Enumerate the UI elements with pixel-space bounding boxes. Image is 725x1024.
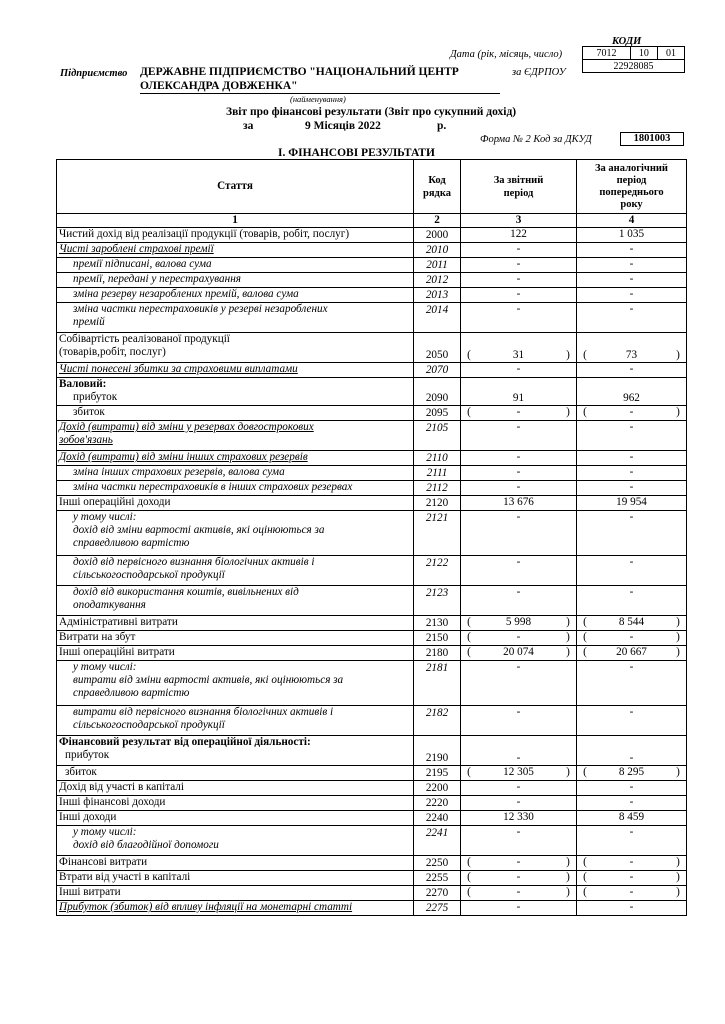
row-label: Фінансовий результат від операційної діяльності: прибуток [57, 736, 414, 766]
table-row [57, 303, 687, 333]
table-row [57, 856, 687, 871]
row-previous-value: ( - ) [577, 871, 687, 886]
row-code: 2275 [414, 901, 461, 916]
row-previous-value: - [577, 901, 687, 916]
report-period: 9 Місяців 2022 [305, 120, 381, 132]
row-label: зміна частки перестраховиків в інших страхових резервах [57, 481, 414, 496]
row-current-value: ( 12 305 ) [461, 766, 577, 781]
row-code: 2182 [414, 706, 461, 736]
codes-day: 01 [657, 47, 684, 60]
row-previous-value: - [577, 258, 687, 273]
header-article: Стаття [57, 160, 414, 214]
row-code: 2011 [414, 258, 461, 273]
row-current-value: - [461, 586, 577, 616]
row-label: Прибуток (збиток) від впливу інфляції на монетарні статті [57, 901, 414, 916]
table-row [57, 406, 687, 421]
row-previous-value: - [577, 556, 687, 586]
row-current-value: - [461, 466, 577, 481]
row-code: 2111 [414, 466, 461, 481]
row-code: 2112 [414, 481, 461, 496]
row-current-value: - [461, 901, 577, 916]
codes-year: 7012 [583, 47, 631, 60]
row-previous-value: - [577, 451, 687, 466]
table-row [57, 826, 687, 856]
row-code: 2014 [414, 303, 461, 333]
row-label: Чистий дохід від реалізації продукції (товарів, робіт, послуг) [57, 228, 414, 243]
row-code: 2012 [414, 273, 461, 288]
table-row [57, 466, 687, 481]
table-row [57, 243, 687, 258]
table-row [57, 706, 687, 736]
row-current-value: - [461, 796, 577, 811]
row-previous-value: - [577, 481, 687, 496]
row-current-value: - [461, 826, 577, 856]
row-current-value: - [461, 511, 577, 556]
row-code: 2095 [414, 406, 461, 421]
row-code: 2220 [414, 796, 461, 811]
row-previous-value: ( 20 667 ) [577, 646, 687, 661]
table-row [57, 871, 687, 886]
row-previous-value: - [577, 796, 687, 811]
row-previous-value: - [577, 363, 687, 378]
row-label: у тому числі: дохід від благодійної допомоги [57, 826, 414, 856]
codes-title: КОДИ [612, 36, 642, 47]
row-current-value: 12 330 [461, 811, 577, 826]
row-current-value: - [461, 363, 577, 378]
table-row [57, 273, 687, 288]
table-row [57, 258, 687, 273]
row-previous-value: ( 8 544 ) [577, 616, 687, 631]
row-code: 2180 [414, 646, 461, 661]
row-previous-value: - [577, 303, 687, 333]
table-row [57, 661, 687, 706]
row-label: Дохід (витрати) від зміни інших страхових резервів [57, 451, 414, 466]
row-label: дохід від первісного визнання біологічних активів і сільськогосподарської продукції [57, 556, 414, 586]
date-label: Дата (рік, місяць, число) [450, 49, 563, 60]
row-code: 2123 [414, 586, 461, 616]
header-previous: За аналогічний період попереднього року [577, 160, 687, 214]
row-label: збиток [57, 766, 414, 781]
row-code: 2010 [414, 243, 461, 258]
table-row [57, 781, 687, 796]
row-code: 2070 [414, 363, 461, 378]
header-code: Код рядка [414, 160, 461, 214]
row-code: 2000 [414, 228, 461, 243]
row-previous-value: ( - ) [577, 631, 687, 646]
edrpou-label: за ЄДРПОУ [512, 67, 566, 78]
row-current-value: - [461, 661, 577, 706]
row-current-value: - [461, 706, 577, 736]
table-header-row [57, 160, 687, 214]
table-row [57, 421, 687, 451]
row-previous-value: - [577, 243, 687, 258]
row-label: Дохід (витрати) від зміни у резервах довгострокових зобов'язань [57, 421, 414, 451]
row-label: Фінансові витрати [57, 856, 414, 871]
row-label: Валовий: прибуток [57, 378, 414, 406]
row-current-value: - [461, 421, 577, 451]
header-current: За звітний період [461, 160, 577, 214]
row-current-value: ( 20 074 ) [461, 646, 577, 661]
row-current-value: ( - ) [461, 856, 577, 871]
row-code: 2120 [414, 496, 461, 511]
table-row [57, 616, 687, 631]
form-label: Форма № 2 Код за ДКУД [480, 134, 592, 145]
codes-box [582, 36, 685, 73]
row-code: 2270 [414, 886, 461, 901]
row-current-value: - [461, 288, 577, 303]
row-current-value: ( - ) [461, 406, 577, 421]
table-row [57, 363, 687, 378]
row-label: Собівартість реалізованої продукції (товарів,робіт, послуг) [57, 333, 414, 363]
row-previous-value: - [577, 288, 687, 303]
row-current-value: - [461, 781, 577, 796]
row-current-value: ( - ) [461, 886, 577, 901]
row-previous-value: 962 [577, 378, 687, 406]
table-row [57, 886, 687, 901]
row-current-value: - [461, 556, 577, 586]
row-label: збиток [57, 406, 414, 421]
report-r: р. [437, 120, 447, 132]
row-label: Інші фінансові доходи [57, 796, 414, 811]
table-row [57, 736, 687, 766]
row-label: витрати від первісного визнання біологічних активів і сільськогосподарської продукції [57, 706, 414, 736]
table-row [57, 496, 687, 511]
section-title: I. ФІНАНСОВІ РЕЗУЛЬТАТИ [278, 147, 435, 159]
row-previous-value: 19 954 [577, 496, 687, 511]
table-row [57, 766, 687, 781]
row-previous-value: - [577, 466, 687, 481]
row-code: 2121 [414, 511, 461, 556]
row-previous-value: ( 8 295 ) [577, 766, 687, 781]
row-current-value: - [461, 481, 577, 496]
row-label: Інші витрати [57, 886, 414, 901]
row-label: Чисті понесені збитки за страховими виплатами [57, 363, 414, 378]
row-previous-value: ( 73 ) [577, 333, 687, 363]
row-previous-value: - [577, 781, 687, 796]
row-code: 2150 [414, 631, 461, 646]
row-label: Втрати від участі в капіталі [57, 871, 414, 886]
row-code: 2240 [414, 811, 461, 826]
row-label: Витрати на збут [57, 631, 414, 646]
row-code: 2195 [414, 766, 461, 781]
row-current-value: 91 [461, 378, 577, 406]
row-previous-value: - [577, 706, 687, 736]
codes-month: 10 [630, 47, 657, 60]
row-current-value: - [461, 451, 577, 466]
table-row [57, 378, 687, 406]
row-label: премії, передані у перестрахування [57, 273, 414, 288]
enterprise-caption: (найменування) [290, 94, 346, 104]
row-label: Чисті зароблені страхові премії [57, 243, 414, 258]
table-row [57, 451, 687, 466]
row-label: зміна резерву незароблених премій, валова сума [57, 288, 414, 303]
row-label: Інші доходи [57, 811, 414, 826]
report-title: Звіт про фінансові результати (Звіт про сукупний дохід) [226, 106, 517, 118]
enterprise-label: Підприємство [60, 68, 128, 79]
row-current-value: ( 5 998 ) [461, 616, 577, 631]
row-previous-value: - [577, 421, 687, 451]
table-row [57, 796, 687, 811]
row-previous-value: 8 459 [577, 811, 687, 826]
row-previous-value: - [577, 273, 687, 288]
table-row [57, 556, 687, 586]
row-code: 2122 [414, 556, 461, 586]
table-row [57, 646, 687, 661]
row-current-value: - [461, 736, 577, 766]
row-label: зміна частки перестраховиків у резерві незароблених премій [57, 303, 414, 333]
row-current-value: ( - ) [461, 871, 577, 886]
row-previous-value: ( - ) [577, 406, 687, 421]
row-previous-value: ( - ) [577, 856, 687, 871]
row-code: 2110 [414, 451, 461, 466]
row-label: зміна інших страхових резервів, валова сума [57, 466, 414, 481]
row-code: 2050 [414, 333, 461, 363]
row-current-value: 13 676 [461, 496, 577, 511]
enterprise-name-line1: ДЕРЖАВНЕ ПІДПРИЄМСТВО "НАЦІОНАЛЬНИЙ ЦЕНТР [140, 66, 459, 78]
row-current-value: 122 [461, 228, 577, 243]
row-code: 2013 [414, 288, 461, 303]
row-code: 2105 [414, 421, 461, 451]
row-code: 2190 [414, 736, 461, 766]
row-current-value: - [461, 243, 577, 258]
table-number-row: 1 2 3 4 [57, 214, 687, 228]
row-label: Дохід від участі в капіталі [57, 781, 414, 796]
financial-results-table [56, 159, 687, 916]
row-current-value: ( 31 ) [461, 333, 577, 363]
table-row [57, 586, 687, 616]
table-row [57, 228, 687, 243]
row-label: Інші операційні витрати [57, 646, 414, 661]
table-row [57, 811, 687, 826]
row-previous-value: ( - ) [577, 886, 687, 901]
row-current-value: ( - ) [461, 631, 577, 646]
codes-edrpou: 22928085 [583, 60, 685, 73]
row-label: Інші операційні доходи [57, 496, 414, 511]
row-label: Адміністративні витрати [57, 616, 414, 631]
table-row [57, 333, 687, 363]
row-code: 2250 [414, 856, 461, 871]
table-row [57, 481, 687, 496]
row-label: премії підписані, валова сума [57, 258, 414, 273]
row-label: дохід від використання коштів, вивільнених від оподаткування [57, 586, 414, 616]
row-label: у тому числі: дохід від зміни вартості активів, які оцінюються за справедливою вартістю [57, 511, 414, 556]
row-previous-value: - [577, 586, 687, 616]
table-row [57, 288, 687, 303]
table-row [57, 511, 687, 556]
row-code: 2130 [414, 616, 461, 631]
row-code: 2200 [414, 781, 461, 796]
row-code: 2090 [414, 378, 461, 406]
table-row [57, 901, 687, 916]
row-current-value: - [461, 258, 577, 273]
row-current-value: - [461, 303, 577, 333]
row-previous-value: - [577, 736, 687, 766]
row-previous-value: - [577, 826, 687, 856]
row-current-value: - [461, 273, 577, 288]
enterprise-name-line2: ОЛЕКСАНДРА ДОВЖЕНКА" [140, 80, 298, 92]
dkud-code: 1801003 [620, 132, 684, 146]
table-row [57, 631, 687, 646]
row-previous-value: - [577, 661, 687, 706]
row-code: 2181 [414, 661, 461, 706]
row-previous-value: 1 035 [577, 228, 687, 243]
report-za: за [243, 120, 254, 132]
row-code: 2241 [414, 826, 461, 856]
row-previous-value: - [577, 511, 687, 556]
row-label: у тому числі: витрати від зміни вартості активів, які оцінюються за справедливою вартістю [57, 661, 414, 706]
row-code: 2255 [414, 871, 461, 886]
